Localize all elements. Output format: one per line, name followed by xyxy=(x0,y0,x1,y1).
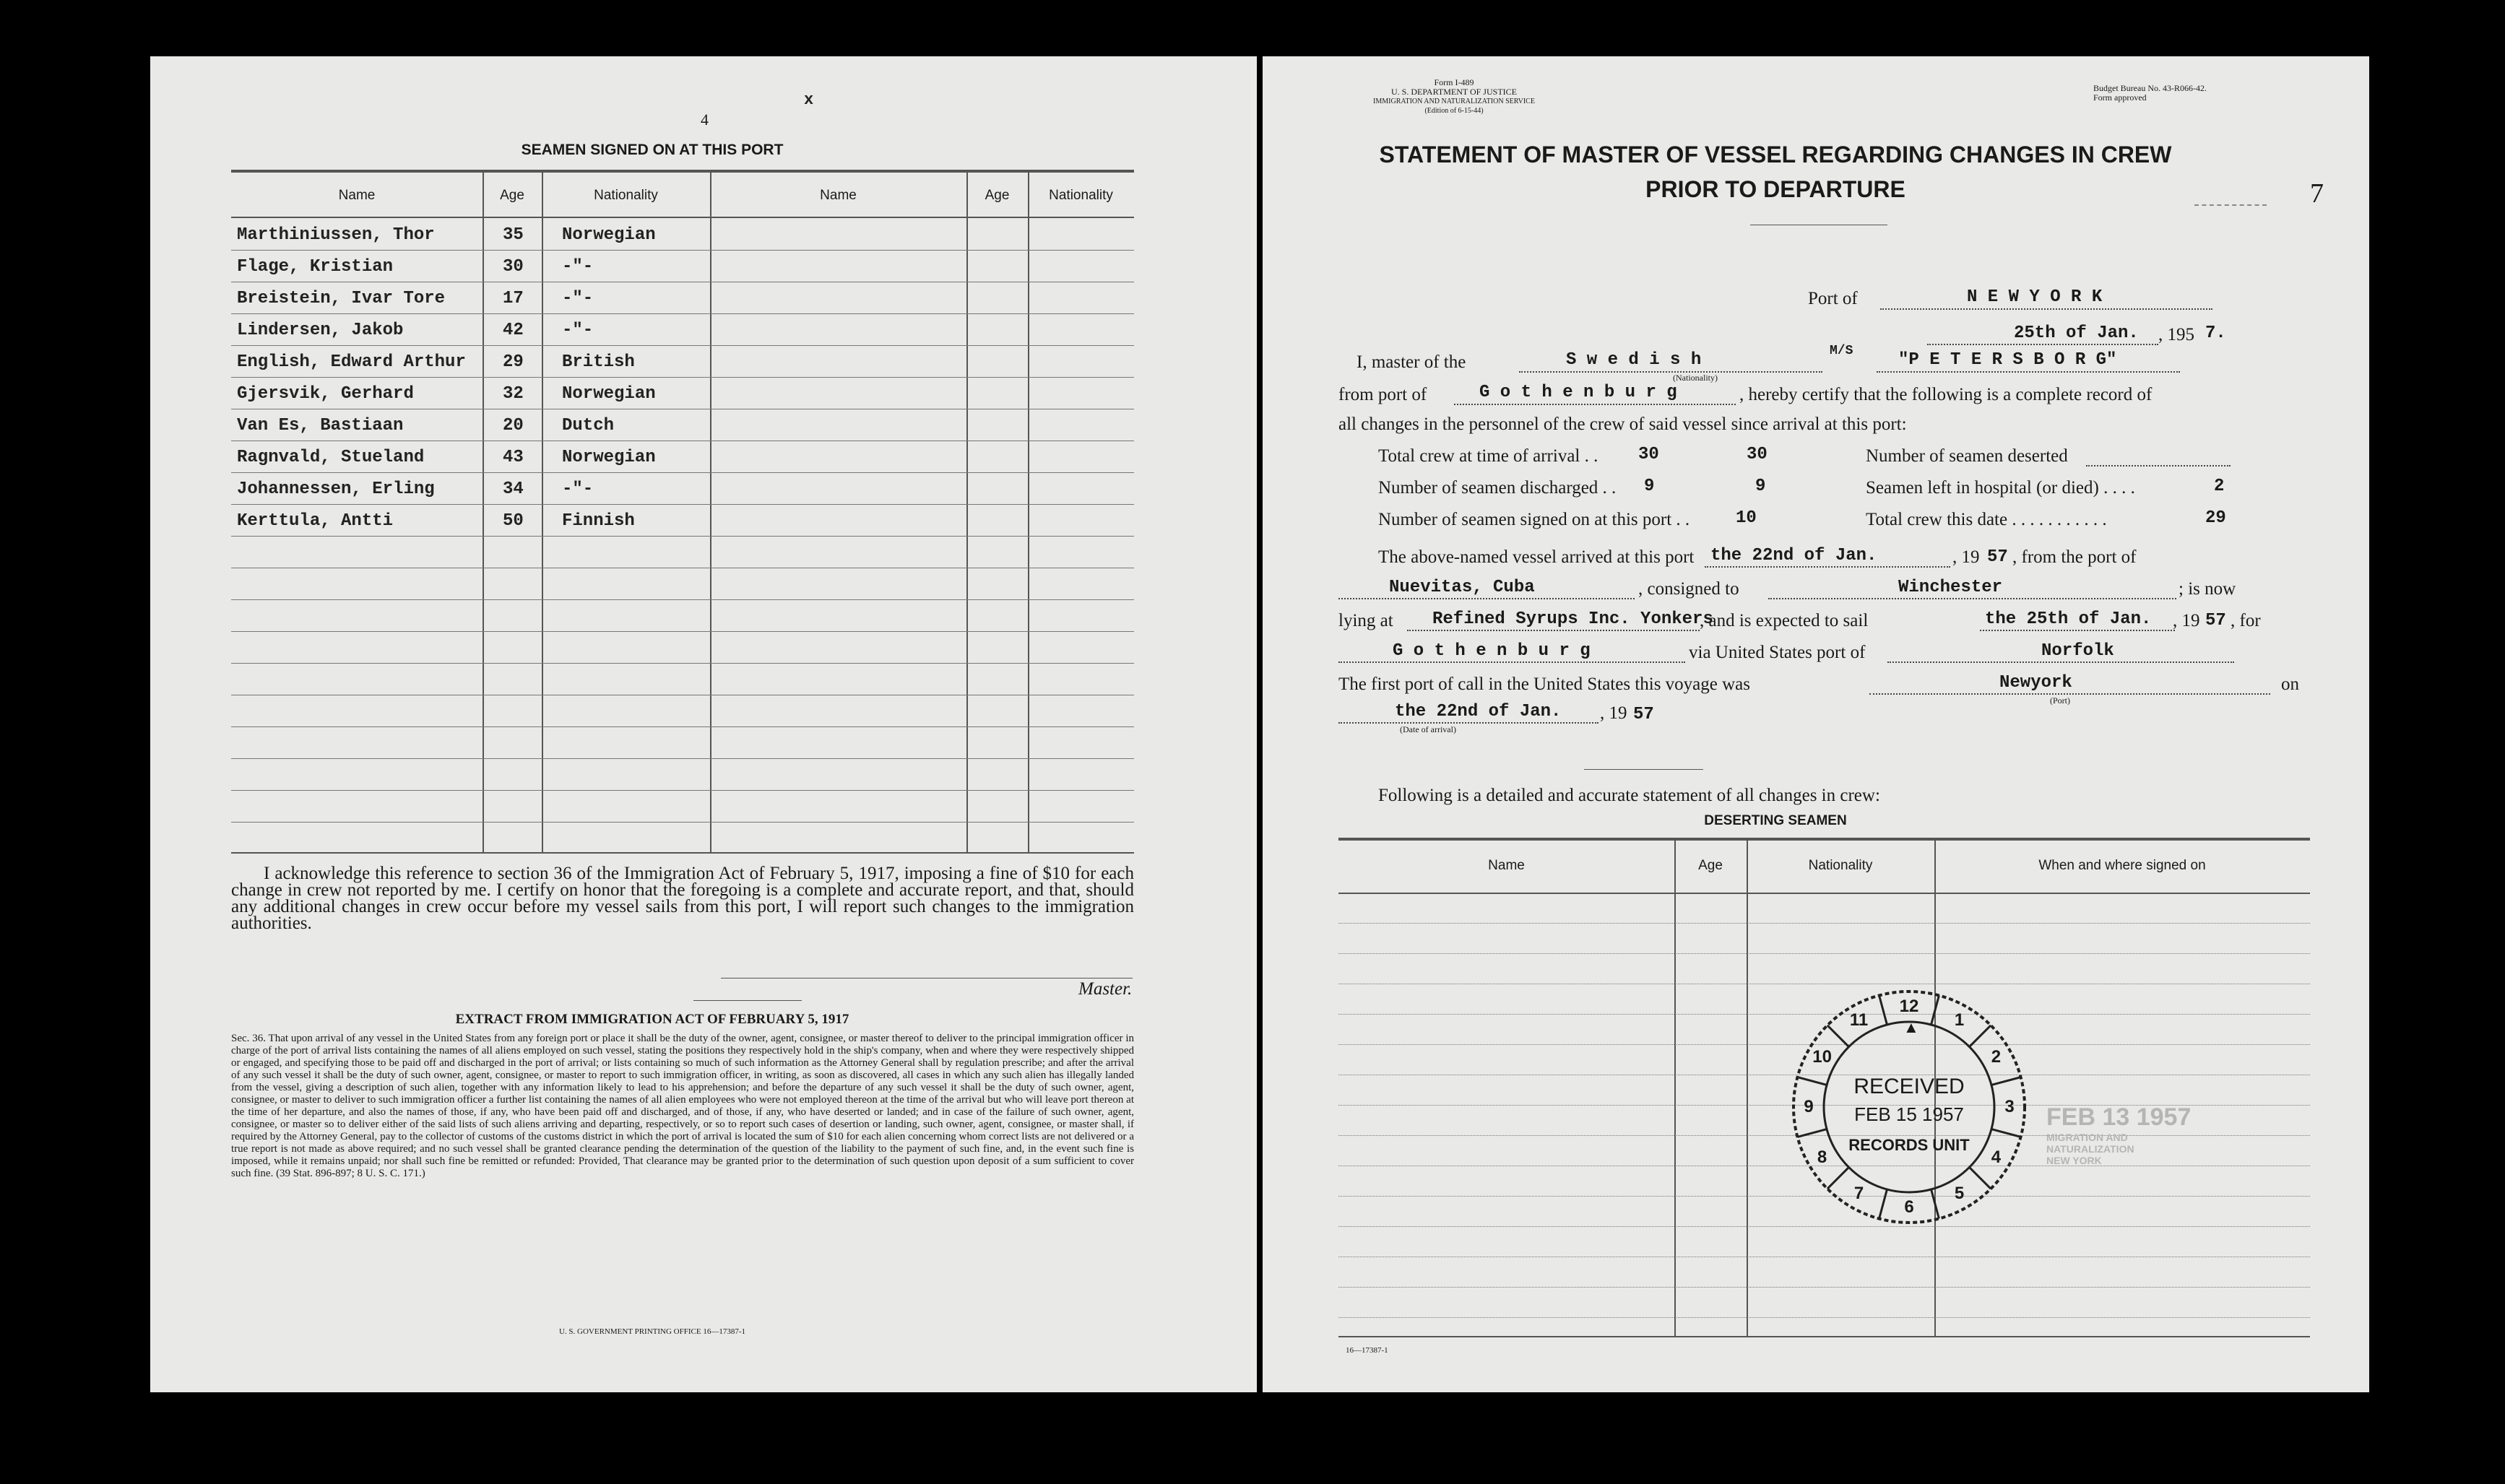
deserting-row-line xyxy=(1338,1317,2310,1318)
seaman-name: Johannessen, Erling xyxy=(237,480,435,499)
on-label: on xyxy=(2281,674,2299,694)
deserting-col-nationality: Nationality xyxy=(1808,858,1873,873)
col-header-age-left: Age xyxy=(500,188,524,203)
port-label: Port of xyxy=(1808,289,1858,308)
from-port-value: G o t h e n b u r g xyxy=(1479,383,1677,402)
stamp-dial-divider xyxy=(1879,995,1887,1025)
table-row-line xyxy=(231,345,1134,346)
lying-at-value: Refined Syrups Inc. Yonkers xyxy=(1432,609,1713,629)
stamp-dial-number: 10 xyxy=(1812,1046,1832,1067)
deserting-row-line xyxy=(1338,1287,2310,1288)
table-row-line xyxy=(231,313,1134,314)
table-row-line xyxy=(231,504,1134,505)
seaman-nationality: -"- xyxy=(562,321,594,340)
service: IMMIGRATION AND NATURALIZATION SERVICE xyxy=(1373,97,1535,105)
seaman-nationality: Norwegian xyxy=(562,448,656,467)
seaman-name: Lindersen, Jakob xyxy=(237,321,404,340)
stamp-dial-divider xyxy=(1931,995,1939,1025)
all-changes-text: all changes in the personnel of the crew of said vessel since arrival at this port: xyxy=(1338,415,1907,434)
consigned-label: , consigned to xyxy=(1638,579,1739,599)
seaman-age: 29 xyxy=(503,352,524,372)
discharged-value-b: 9 xyxy=(1755,477,1766,496)
stamp-dial-number: 9 xyxy=(1804,1097,1814,1116)
date-value: 25th of Jan. xyxy=(2014,324,2139,343)
stamp-unit: RECORDS UNIT xyxy=(1848,1136,1970,1154)
hospital-value: 2 xyxy=(2214,477,2225,496)
from-port-label: from port of xyxy=(1338,385,1427,404)
edition: (Edition of 6-15-44) xyxy=(1424,107,1484,115)
stamp-received: RECEIVED xyxy=(1853,1075,1965,1098)
seaman-age: 43 xyxy=(503,448,524,467)
stamp-dial-number: 11 xyxy=(1849,1010,1869,1030)
seaman-nationality: -"- xyxy=(562,480,594,499)
stamp-dial-number: 12 xyxy=(1899,997,1919,1016)
received-stamp xyxy=(1790,988,2028,1226)
col-header-nationality-right: Nationality xyxy=(1049,188,1113,203)
seaman-nationality: Norwegian xyxy=(562,384,656,404)
destination-value: G o t h e n b u r g xyxy=(1393,641,1591,661)
deserting-row-line xyxy=(1338,1226,2310,1227)
section-title: SEAMEN SIGNED ON AT THIS PORT xyxy=(521,142,784,158)
deserted-label: Number of seamen deserted xyxy=(1866,446,2068,466)
col-header-name-right: Name xyxy=(820,188,857,203)
sail-year-prefix: , 19 xyxy=(2173,611,2200,630)
deserting-col-age: Age xyxy=(1698,858,1723,873)
port-value: N E W Y O R K xyxy=(1967,287,2103,307)
nationality-caption: (Nationality) xyxy=(1673,373,1718,383)
extract-title: EXTRACT FROM IMMIGRATION ACT OF FEBRUARY 5, 1917 xyxy=(455,1012,849,1027)
deserting-col-name: Name xyxy=(1488,858,1525,873)
arrived-label: The above-named vessel arrived at this port xyxy=(1378,547,1695,567)
budget-bureau: Budget Bureau No. 43-R066-42. xyxy=(2093,83,2207,93)
arrival-year-value: 57 xyxy=(1633,705,1654,724)
acknowledgement-text: I acknowledge this reference to section 36 of the Immigration Act of February 5, 1917, imposing a fine of $10 for each change in crew not reported by me. I certify on honor that the foregoing is a complete and accurate report, and that, should any additional changes in crew occur before my vessel sails from this port, I will report such changes to the immigration authorities. xyxy=(231,864,1134,933)
seaman-age: 34 xyxy=(503,480,524,499)
seaman-name: Breistein, Ivar Tore xyxy=(237,289,446,308)
seaman-nationality: British xyxy=(562,352,635,372)
seaman-age: 50 xyxy=(503,511,524,531)
title-line1: STATEMENT OF MASTER OF VESSEL REGARDING CHANGES IN CREW xyxy=(1379,142,2172,168)
top-mark: x xyxy=(804,91,814,109)
table-row-line xyxy=(231,663,1134,664)
deserting-col-when-where: When and where signed on xyxy=(2038,858,2206,873)
printing-office: U. S. GOVERNMENT PRINTING OFFICE 16—17387-1 xyxy=(558,1327,745,1336)
extract-text: Sec. 36. That upon arrival of any vessel in the United States from any foreign port or place it shall be the duty of the owner, agent, consignee, or master thereof to deliver to the principal immigration officer in charge of the port of arrival lists containing the names of all aliens employed on such vessel, stating the positions they respectively hold in the ship's company, when and where they were respectively shipped or engaged, and specifying those to be paid off and discharged in the port of arrival; or lists containing so much of such information as the Attorney General shall by regulation prescribe; and after the arrival of any such vessel it shall be the duty of such owner, agent, consignee, or master to report to such immigration officer, in writing, as soon as discovered, all cases in which any such alien has illegally landed from the vessel, giving a description of such alien, together with any information likely to lead to his apprehension; and before the departure of any such vessel it shall be the duty of such owner, agent, consignee, or master to deliver to such immigration officer a further list containing the names of all alien employees who were not employed thereon at the time of the arrival but who will leave port thereon at the time of her departure, and also the names of those, if any, who have been paid off and discharged, and of those, if any, who have deserted or landed; and in case of the failure of such owner, agent, consignee, or master so to deliver either of the said lists of such aliens arriving and departing, respectively, or so to report such cases of desertion or landing, such owner, agent, consignee, or master shall, if required by the Attorney General, pay to the collector of customs of the customs district in which the port of arrival is located the sum of $10 for each alien concerning whom correct lists are not delivered or a true report is not made as above required; and no such vessel shall be granted clearance pending the determination of the question of the liability to the payment of such fine, and, in the event such fine is imposed, while it remains unpaid; nor shall such fine be remitted or refunded: Provided, That clearance may be granted prior to the determination of such question upon deposit of a sum sufficient to cover such fine. (39 Stat. 896-897; 8 U. S. C. 171.) xyxy=(231,1033,1134,1179)
nationality-value: S w e d i s h xyxy=(1566,350,1702,370)
total-crew-date-label: Total crew this date . . . . . . . . . . . xyxy=(1866,510,2107,529)
stamp-dial-number: 3 xyxy=(2004,1097,2015,1116)
seaman-nationality: Finnish xyxy=(562,511,635,531)
department: U. S. DEPARTMENT OF JUSTICE xyxy=(1391,87,1517,97)
vessel-type: M/S xyxy=(1830,344,1853,358)
port-caption: (Port) xyxy=(2050,695,2070,706)
deserting-title: DESERTING SEAMEN xyxy=(1704,813,1847,828)
table-row-line xyxy=(231,250,1134,251)
master-label: Master. xyxy=(1078,979,1133,999)
table-row-line xyxy=(231,822,1134,823)
right-page-number: 7 xyxy=(2310,178,2324,209)
discharged-label: Number of seamen discharged . . xyxy=(1378,478,1617,498)
stamp-dial-divider xyxy=(1931,1189,1939,1219)
signed-on-label: Number of seamen signed on at this port . . xyxy=(1378,510,1690,529)
left-page xyxy=(150,56,1257,1392)
seaman-name: Marthiniussen, Thor xyxy=(237,225,435,245)
year-prefix: , 195 xyxy=(2158,325,2194,344)
total-crew-date-value: 29 xyxy=(2205,508,2226,528)
title-line2: PRIOR TO DEPARTURE xyxy=(1645,176,1905,202)
master-of-the: I, master of the xyxy=(1357,352,1466,372)
arrived-year-value: 57 xyxy=(1987,547,2008,567)
right-page xyxy=(1263,56,2369,1392)
sail-year-value: 57 xyxy=(2205,611,2226,630)
stamp-dial-divider xyxy=(1879,1189,1887,1219)
faint-stamp xyxy=(2046,1103,2191,1166)
sail-date-value: the 25th of Jan. xyxy=(1985,609,2152,629)
seaman-age: 42 xyxy=(503,321,524,340)
seaman-age: 30 xyxy=(503,257,524,277)
total-crew-arrival-value-b: 30 xyxy=(1747,445,1768,464)
seaman-name: Flage, Kristian xyxy=(237,257,394,277)
stamp-dial-number: 5 xyxy=(1954,1184,1965,1204)
for-label: , for xyxy=(2231,611,2261,630)
seaman-name: Van Es, Bastiaan xyxy=(237,416,404,435)
expected-label: , and is expected to sail xyxy=(1700,611,1869,630)
stamp-dial-number: 7 xyxy=(1853,1184,1864,1204)
first-port-value: Newyork xyxy=(1999,673,2072,693)
form-approved: Form approved xyxy=(2093,92,2147,103)
stamp-triangle-icon: ▲ xyxy=(1903,1018,1919,1036)
arrived-year-prefix: , 19 xyxy=(1952,547,1980,567)
seaman-age: 35 xyxy=(503,225,524,245)
is-now: ; is now xyxy=(2179,579,2236,599)
budget-bureau-block xyxy=(2093,84,2207,103)
hospital-label: Seamen left in hospital (or died) . . . . xyxy=(1866,478,2135,498)
arrival-year-prefix: , 19 xyxy=(1600,703,1627,723)
origin-port-value: Nuevitas, Cuba xyxy=(1389,578,1535,597)
stamp-dial-number: 6 xyxy=(1904,1197,1914,1217)
table-row-line xyxy=(231,790,1134,791)
signed-on-value: 10 xyxy=(1736,508,1757,528)
bottom-code: 16—17387-1 xyxy=(1346,1346,1388,1355)
deserting-row-line xyxy=(1338,953,2310,954)
via-label: via United States port of xyxy=(1689,643,1866,662)
table-row-line xyxy=(231,631,1134,632)
stamp-date: FEB 15 1957 xyxy=(1854,1103,1964,1125)
col-header-name-left: Name xyxy=(338,188,376,203)
total-crew-arrival-value-a: 30 xyxy=(1638,445,1659,464)
col-header-nationality-left: Nationality xyxy=(594,188,658,203)
seaman-nationality: Norwegian xyxy=(562,225,656,245)
seaman-name: Ragnvald, Stueland xyxy=(237,448,425,467)
form-number: Form I-489 xyxy=(1434,77,1474,87)
stamp-dial-number: 2 xyxy=(1991,1046,2002,1067)
faint-stamp-text: MIGRATION AND NATURALIZATION xyxy=(2046,1132,2134,1155)
table-row-line xyxy=(231,758,1134,759)
table-row-line xyxy=(231,726,1134,727)
first-port-label: The first port of call in the United States this voyage was xyxy=(1338,674,1751,694)
discharged-value-a: 9 xyxy=(1644,477,1655,496)
col-header-age-right: Age xyxy=(985,188,1010,203)
form-header xyxy=(1263,78,1645,116)
via-port-value: Norfolk xyxy=(2041,641,2114,661)
consignee-value: Winchester xyxy=(1898,578,2003,597)
vessel-name: "P E T E R S B O R G" xyxy=(1898,350,2117,370)
table-row-line xyxy=(231,599,1134,600)
stamp-dial-number: 4 xyxy=(1991,1147,2002,1167)
table-row-line xyxy=(231,472,1134,473)
stamp-dial-number: 8 xyxy=(1817,1147,1827,1167)
table-row-line xyxy=(231,536,1134,537)
seaman-age: 20 xyxy=(503,416,524,435)
seaman-name: Kerttula, Antti xyxy=(237,511,394,531)
table-row-line xyxy=(231,377,1134,378)
seaman-name: Gjersvik, Gerhard xyxy=(237,384,414,404)
left-page-number: 4 xyxy=(701,110,709,129)
date-caption: (Date of arrival) xyxy=(1400,724,1456,734)
master-signature-line xyxy=(721,978,1133,979)
arrival-date-value: the 22nd of Jan. xyxy=(1395,702,1562,721)
lying-at-label: lying at xyxy=(1338,611,1393,630)
seaman-age: 32 xyxy=(503,384,524,404)
stamp-dial-number: 1 xyxy=(1954,1010,1965,1030)
deserting-row-line xyxy=(1338,923,2310,924)
total-crew-arrival-label: Total crew at time of arrival . . xyxy=(1378,446,1598,466)
seaman-age: 17 xyxy=(503,289,524,308)
from-the-port-of: , from the port of xyxy=(2012,547,2137,567)
faint-stamp-city: NEW YORK xyxy=(2046,1155,2102,1166)
certify-text: , hereby certify that the following is a complete record of xyxy=(1739,385,2153,404)
seaman-nationality: -"- xyxy=(562,289,594,308)
seaman-nationality: Dutch xyxy=(562,416,615,435)
seaman-name: English, Edward Arthur xyxy=(237,352,466,372)
arrived-value: the 22nd of Jan. xyxy=(1710,546,1877,565)
year-value: 7. xyxy=(2205,324,2226,343)
faint-stamp-date: FEB 13 1957 xyxy=(2046,1103,2192,1131)
following-text: Following is a detailed and accurate statement of all changes in crew: xyxy=(1378,786,1880,805)
seaman-nationality: -"- xyxy=(562,257,594,277)
